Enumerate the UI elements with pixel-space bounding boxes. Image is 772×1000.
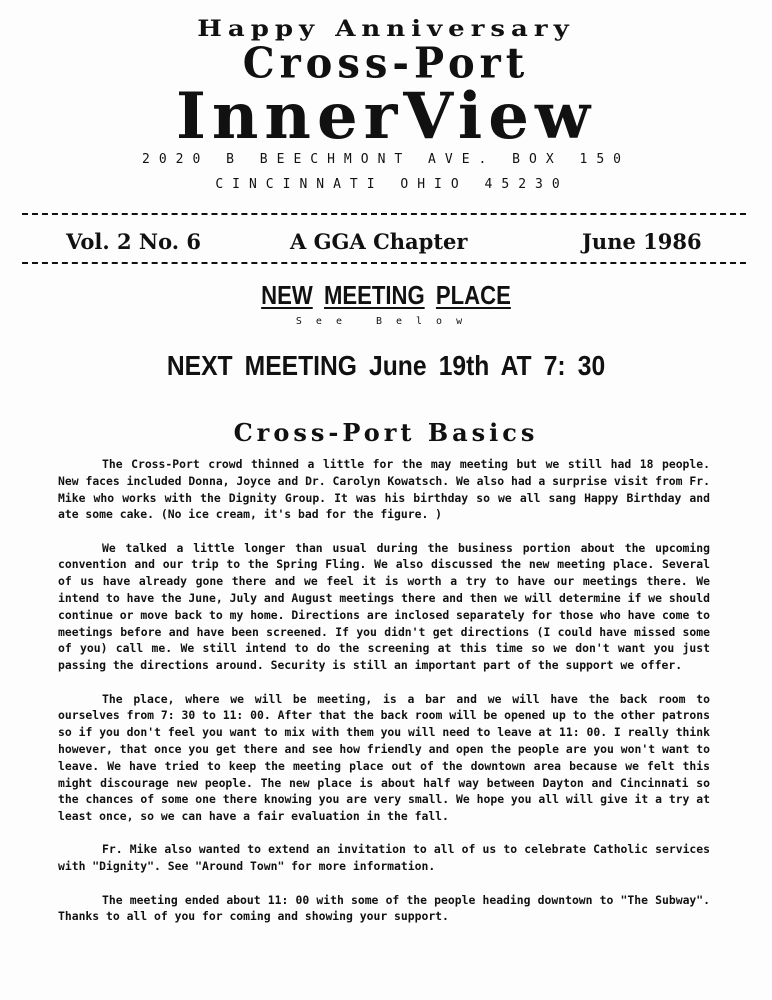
- article-paragraph: The place, where we will be meeting, is a bar and we will have the back room to ourselves from 7: 30 to 11: 00. After that the back room will be opened up to the other patrons so if you don't feel you want to mix with them you will need to leave at 11: 00. I really think however, that once you get there and see how friendly and open the people are you won't want to leave. We have tried to keep the meeting place out of the downtown area because we felt this might discourage new people. The new place is about half way between Dayton and Cincinnati so the chances of some one there knowing you are very small. We hope you all will give it a try at least once, so we can have a fair evaluation in the fall.: [58, 691, 710, 824]
- masthead-title: InnerView: [175, 79, 597, 154]
- new-meeting-place-headline: [58, 280, 714, 311]
- next-meeting-banner: NEXT MEETING June 19th AT 7: 30: [166, 350, 606, 381]
- headline-word: PLACE: [435, 280, 511, 310]
- address-street: 2020 B BEECHMONT AVE. BOX 150: [142, 152, 630, 167]
- article-paragraph: Fr. Mike also wanted to extend an invitation to all of us to celebrate Catholic services with "Dignity". See "Around Town" for more information.: [58, 842, 710, 874]
- issue-date: June 1986: [582, 229, 702, 254]
- headline-word: NEW: [261, 280, 313, 310]
- masthead-anniversary: Happy Anniversary: [197, 16, 575, 42]
- article-title: Cross-Port Basics: [233, 418, 539, 447]
- article-paragraph: We talked a little longer than usual during the business portion about the upcoming convention and our trip to the Spring Fling. We also discussed the new meeting place. Several of us have already gone there and we feel it is worth a try to have our meetings there. We intend to have the June, July and August meetings there and then we will determine if we should continue or move back to my home. Directions are inclosed separately for those who have come to meetings before and have been screened. If you didn't get directions (I could have missed some of you) call me. We still intend to do the screening at this time so we don't want you just passing the directions around. Security is still an important part of the support we offer.: [58, 540, 710, 673]
- issue-chapter: A GGA Chapter: [290, 229, 468, 254]
- article-paragraph: The Cross-Port crowd thinned a little for the may meeting but we still had 18 people. New faces included Donna, Joyce and Dr. Carolyn Kowatsch. We also had a surprise visit from Fr. Mike who works with the Dignity Group. It was his birthday so we all sang Happy Birthday and ate some cake. (No ice cream, it's bad for the figure. ): [58, 457, 710, 522]
- headline-word: MEETING: [323, 280, 425, 310]
- article-paragraph: The meeting ended about 11: 00 with some of the people heading downtown to "The Subway". Thanks to all of you for coming and showing your support.: [58, 892, 710, 924]
- article-body: [58, 456, 710, 942]
- divider-bottom: [22, 262, 746, 264]
- address-city: CINCINNATI OHIO 45230: [215, 177, 569, 192]
- issue-volume: Vol. 2 No. 6: [66, 229, 201, 254]
- masthead-org-name: Cross-Port: [242, 38, 530, 89]
- see-below-note: See Below: [295, 316, 477, 327]
- divider-top: [22, 213, 746, 215]
